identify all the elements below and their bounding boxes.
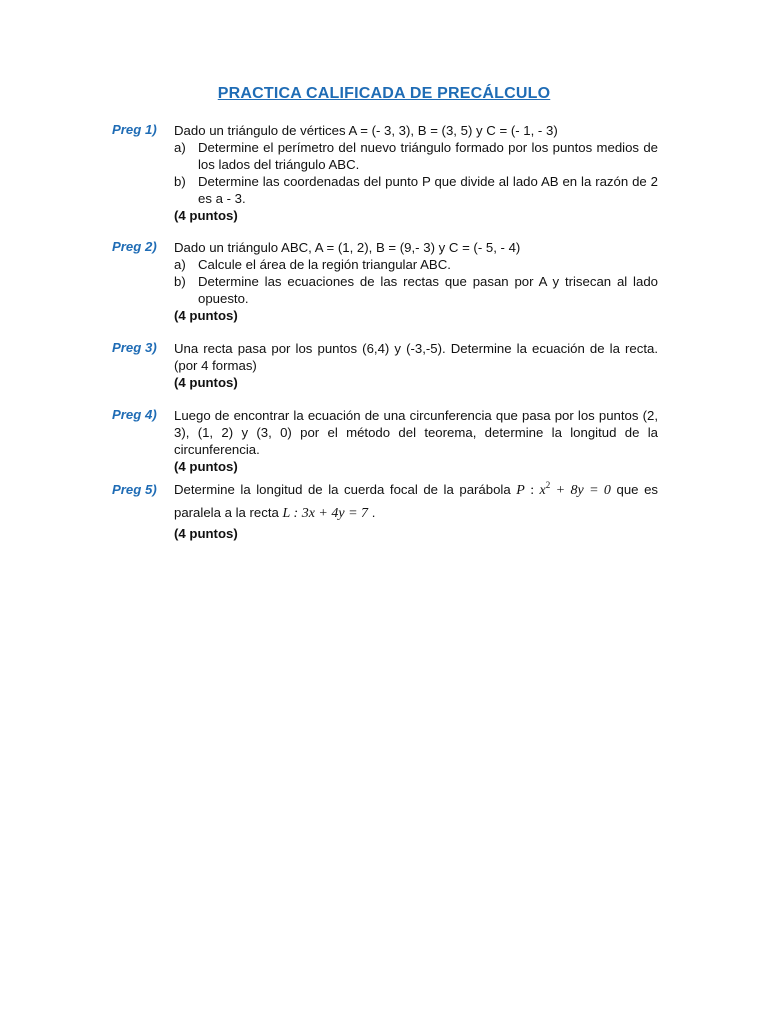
question-1: [112, 122, 658, 224]
parabola-sep: :: [524, 483, 540, 498]
question-text: Dado un triángulo ABC, A = (1, 2), B = (9,- 3) y C = (- 5, - 4): [174, 240, 521, 255]
question-label: Preg 1): [112, 122, 157, 137]
question-3: [112, 340, 658, 391]
sub-item: [174, 273, 658, 307]
sub-item-text: Determine el perímetro del nuevo triángulo formado por los puntos medios de los lados del triángulo ABC.: [198, 140, 658, 172]
sub-item-letter: a): [174, 140, 186, 155]
question-text-part: .: [371, 505, 376, 520]
sub-item: [174, 139, 658, 173]
question-5: [112, 479, 658, 542]
question-text-part: que es paralela a la recta: [174, 482, 658, 520]
question-2: [112, 239, 658, 324]
question-4: [112, 407, 658, 475]
sub-item-letter: b): [174, 174, 186, 189]
line-equation: L : 3x + 4y = 7: [282, 506, 369, 521]
parabola-rest: + 8y = 0: [550, 483, 611, 498]
points-label: (4 puntos): [174, 526, 238, 541]
sub-item-text: Determine las coordenadas del punto P que divide al lado AB en la razón de 2 es a - 3.: [198, 174, 658, 206]
question-label: Preg 2): [112, 239, 157, 254]
sub-item-text: Calcule el área de la región triangular ABC.: [198, 257, 451, 272]
question-text: Luego de encontrar la ecuación de una circunferencia que pasa por los puntos (2, 3), (1, 2) y (3, 0) por el método del teorema, determine la longitud de la circunferencia.: [174, 408, 658, 457]
question-label: Preg 5): [112, 482, 157, 497]
question-text: Dado un triángulo de vértices A = (- 3, 3), B = (3, 5) y C = (- 1, - 3): [174, 123, 558, 138]
sub-item-letter: b): [174, 274, 186, 289]
points-label: (4 puntos): [174, 308, 238, 323]
sub-item: [174, 173, 658, 207]
parabola-exponent: 2: [545, 480, 551, 490]
question-label: Preg 4): [112, 407, 157, 422]
points-label: (4 puntos): [174, 459, 238, 474]
question-label: Preg 3): [112, 340, 157, 355]
points-label: (4 puntos): [174, 375, 238, 390]
sub-item-text: Determine las ecuaciones de las rectas que pasan por A y trisecan al lado opuesto.: [198, 274, 658, 306]
parabola-equation: [516, 480, 611, 498]
points-label: (4 puntos): [174, 208, 238, 223]
sub-item-letter: a): [174, 257, 186, 272]
parabola-name: P: [516, 483, 525, 498]
question-text-part: Determine la longitud de la cuerda focal de la parábola: [174, 482, 511, 497]
sub-item: [174, 256, 658, 273]
question-text: [174, 479, 658, 525]
page-title: PRACTICA CALIFICADA DE PRECÁLCULO: [217, 85, 551, 102]
question-text: Una recta pasa por los puntos (6,4) y (-3,-5). Determine la ecuación de la recta. (por 4 formas): [174, 341, 658, 373]
parabola-var: x: [539, 483, 546, 498]
